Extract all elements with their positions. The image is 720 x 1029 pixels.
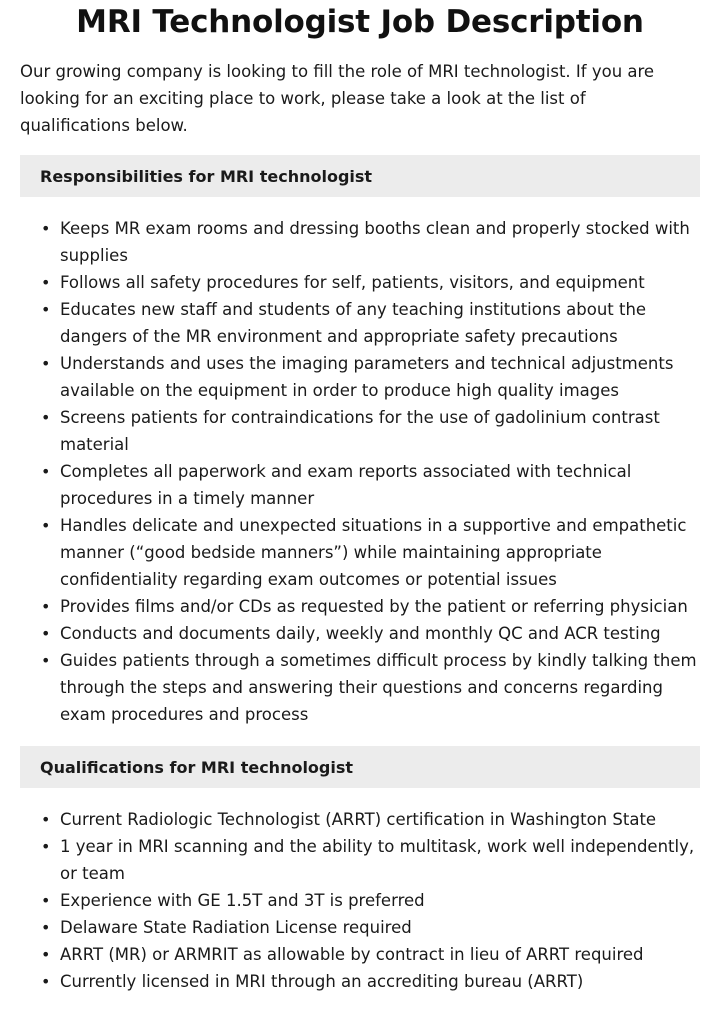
list-item-text: Provides films and/or CDs as requested by the patient or referring physician xyxy=(60,597,688,616)
list-item-text: Currently licensed in MRI through an accrediting bureau (ARRT) xyxy=(60,972,584,991)
bullet-icon: • xyxy=(41,219,51,238)
list-item-text: Completes all paperwork and exam reports associated with technical procedures in a timely manner xyxy=(60,462,632,508)
bullet-icon: • xyxy=(41,891,51,910)
list-item xyxy=(41,914,700,941)
bullet-icon: • xyxy=(41,810,51,829)
qualifications-header xyxy=(20,746,700,788)
bullet-icon: • xyxy=(41,354,51,373)
list-item xyxy=(41,350,700,404)
bullet-icon: • xyxy=(41,972,51,991)
responsibilities-list xyxy=(20,215,700,728)
bullet-icon: • xyxy=(41,624,51,643)
list-item xyxy=(41,215,700,269)
intro-paragraph: Our growing company is looking to fill the role of MRI technologist. If you are looking for an exciting place to work, please take a look at the list of qualifications below. xyxy=(20,62,655,135)
list-item-text: Screens patients for contraindications for the use of gadolinium contrast material xyxy=(60,408,660,454)
list-item-text: Educates new staff and students of any teaching institutions about the dangers of the MR environment and appropriate safety precautions xyxy=(60,300,647,346)
bullet-icon: • xyxy=(41,516,51,535)
list-item-text: Guides patients through a sometimes difficult process by kindly talking them through the steps and answering their questions and concerns regarding exam procedures and process xyxy=(60,651,697,724)
list-item xyxy=(41,620,700,647)
bullet-icon: • xyxy=(41,273,51,292)
list-item xyxy=(41,968,700,995)
list-item-text: Handles delicate and unexpected situations in a supportive and empathetic manner (“good bedside manners”) while maintaining appropriate confidentiality regarding exam outcomes or potential issues xyxy=(60,516,687,589)
list-item-text: Experience with GE 1.5T and 3T is preferred xyxy=(60,891,425,910)
qualifications-heading: Qualifications for MRI technologist xyxy=(40,757,354,777)
bullet-icon: • xyxy=(41,462,51,481)
list-item-text: Keeps MR exam rooms and dressing booths clean and properly stocked with supplies xyxy=(60,219,690,265)
bullet-icon: • xyxy=(41,918,51,937)
list-item-text: 1 year in MRI scanning and the ability to multitask, work well independently, or team xyxy=(60,837,695,883)
list-item-text: Follows all safety procedures for self, patients, visitors, and equipment xyxy=(60,273,645,292)
bullet-icon: • xyxy=(41,837,51,856)
bullet-icon: • xyxy=(41,408,51,427)
list-item-text: ARRT (MR) or ARMRIT as allowable by contract in lieu of ARRT required xyxy=(60,945,644,964)
list-item-text: Conducts and documents daily, weekly and monthly QC and ACR testing xyxy=(60,624,661,643)
list-item-text: Understands and uses the imaging parameters and technical adjustments available on the equipment in order to produce high quality images xyxy=(60,354,674,400)
list-item xyxy=(41,647,700,728)
list-item xyxy=(41,593,700,620)
bullet-icon: • xyxy=(41,597,51,616)
list-item xyxy=(41,941,700,968)
list-item-text: Current Radiologic Technologist (ARRT) certification in Washington State xyxy=(60,810,657,829)
list-item-text: Delaware State Radiation License required xyxy=(60,918,412,937)
page-title: MRI Technologist Job Description xyxy=(76,4,644,40)
list-item xyxy=(41,269,700,296)
list-item xyxy=(41,512,700,593)
qualifications-list xyxy=(20,806,700,995)
responsibilities-header xyxy=(20,155,700,197)
bullet-icon: • xyxy=(41,651,51,670)
bullet-icon: • xyxy=(41,945,51,964)
list-item xyxy=(41,404,700,458)
responsibilities-heading: Responsibilities for MRI technologist xyxy=(40,166,373,186)
list-item xyxy=(41,887,700,914)
list-item xyxy=(41,296,700,350)
list-item xyxy=(41,806,700,833)
bullet-icon: • xyxy=(41,300,51,319)
list-item xyxy=(41,458,700,512)
list-item xyxy=(41,833,700,887)
